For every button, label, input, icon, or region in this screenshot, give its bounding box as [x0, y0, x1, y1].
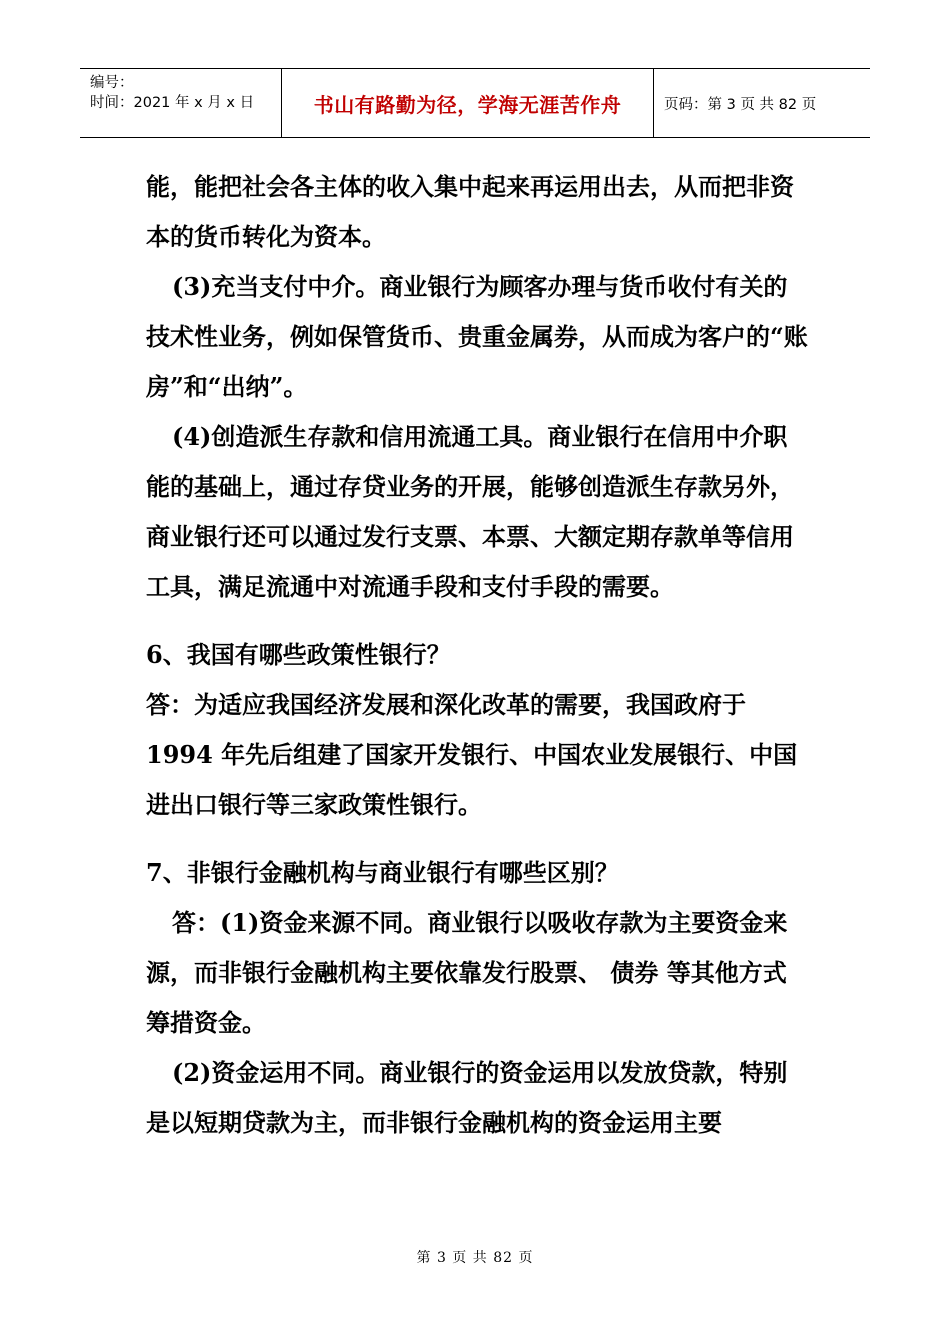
document-header	[80, 68, 870, 138]
paragraph: (3)充当支付中介。商业银行为顾客办理与货币收付有关的技术性业务，例如保管货币、贵重金属券，从而成为客户的“账房”和“出纳”。	[146, 272, 808, 401]
header-motto: 书山有路勤为径，学海无涯苦作舟	[282, 69, 654, 137]
document-date-label: 时间：2021 年 x 月 x 日	[90, 95, 255, 111]
page-footer: 第 3 页 共 82 页	[416, 1250, 534, 1266]
document-body	[146, 162, 808, 1148]
header-meta-cell	[80, 69, 282, 137]
paragraph: 能，能把社会各主体的收入集中起来再运用出去，从而把非资本的货币转化为资本。	[146, 172, 794, 251]
answer-paragraph: 答：(1)资金来源不同。商业银行以吸收存款为主要资金来源，而非银行金融机构主要依靠发行股票、 债券 等其他方式筹措资金。	[146, 908, 788, 1037]
question-heading: 6、我国有哪些政策性银行？	[146, 640, 451, 669]
document-number-label: 编号：	[90, 75, 134, 91]
paragraph: (4)创造派生存款和信用流通工具。商业银行在信用中介职能的基础上，通过存贷业务的开展，能够创造派生存款另外，商业银行还可以通过发行支票、本票、大额定期存款单等信用工具，满足流通中对流通手段和支付手段的需要。	[146, 422, 794, 601]
question-heading: 7、非银行金融机构与商业银行有哪些区别？	[146, 858, 619, 887]
answer-paragraph: 答：为适应我国经济发展和深化改革的需要，我国政府于 1994 年先后组建了国家开发银行、中国农业发展银行、中国进出口银行等三家政策性银行。	[146, 690, 798, 819]
header-page-info: 页码：第 3 页 共 82 页	[664, 96, 817, 113]
answer-paragraph: (2)资金运用不同。商业银行的资金运用以发放贷款，特别是以短期贷款为主，而非银行金融机构的资金运用主要	[146, 1058, 788, 1137]
